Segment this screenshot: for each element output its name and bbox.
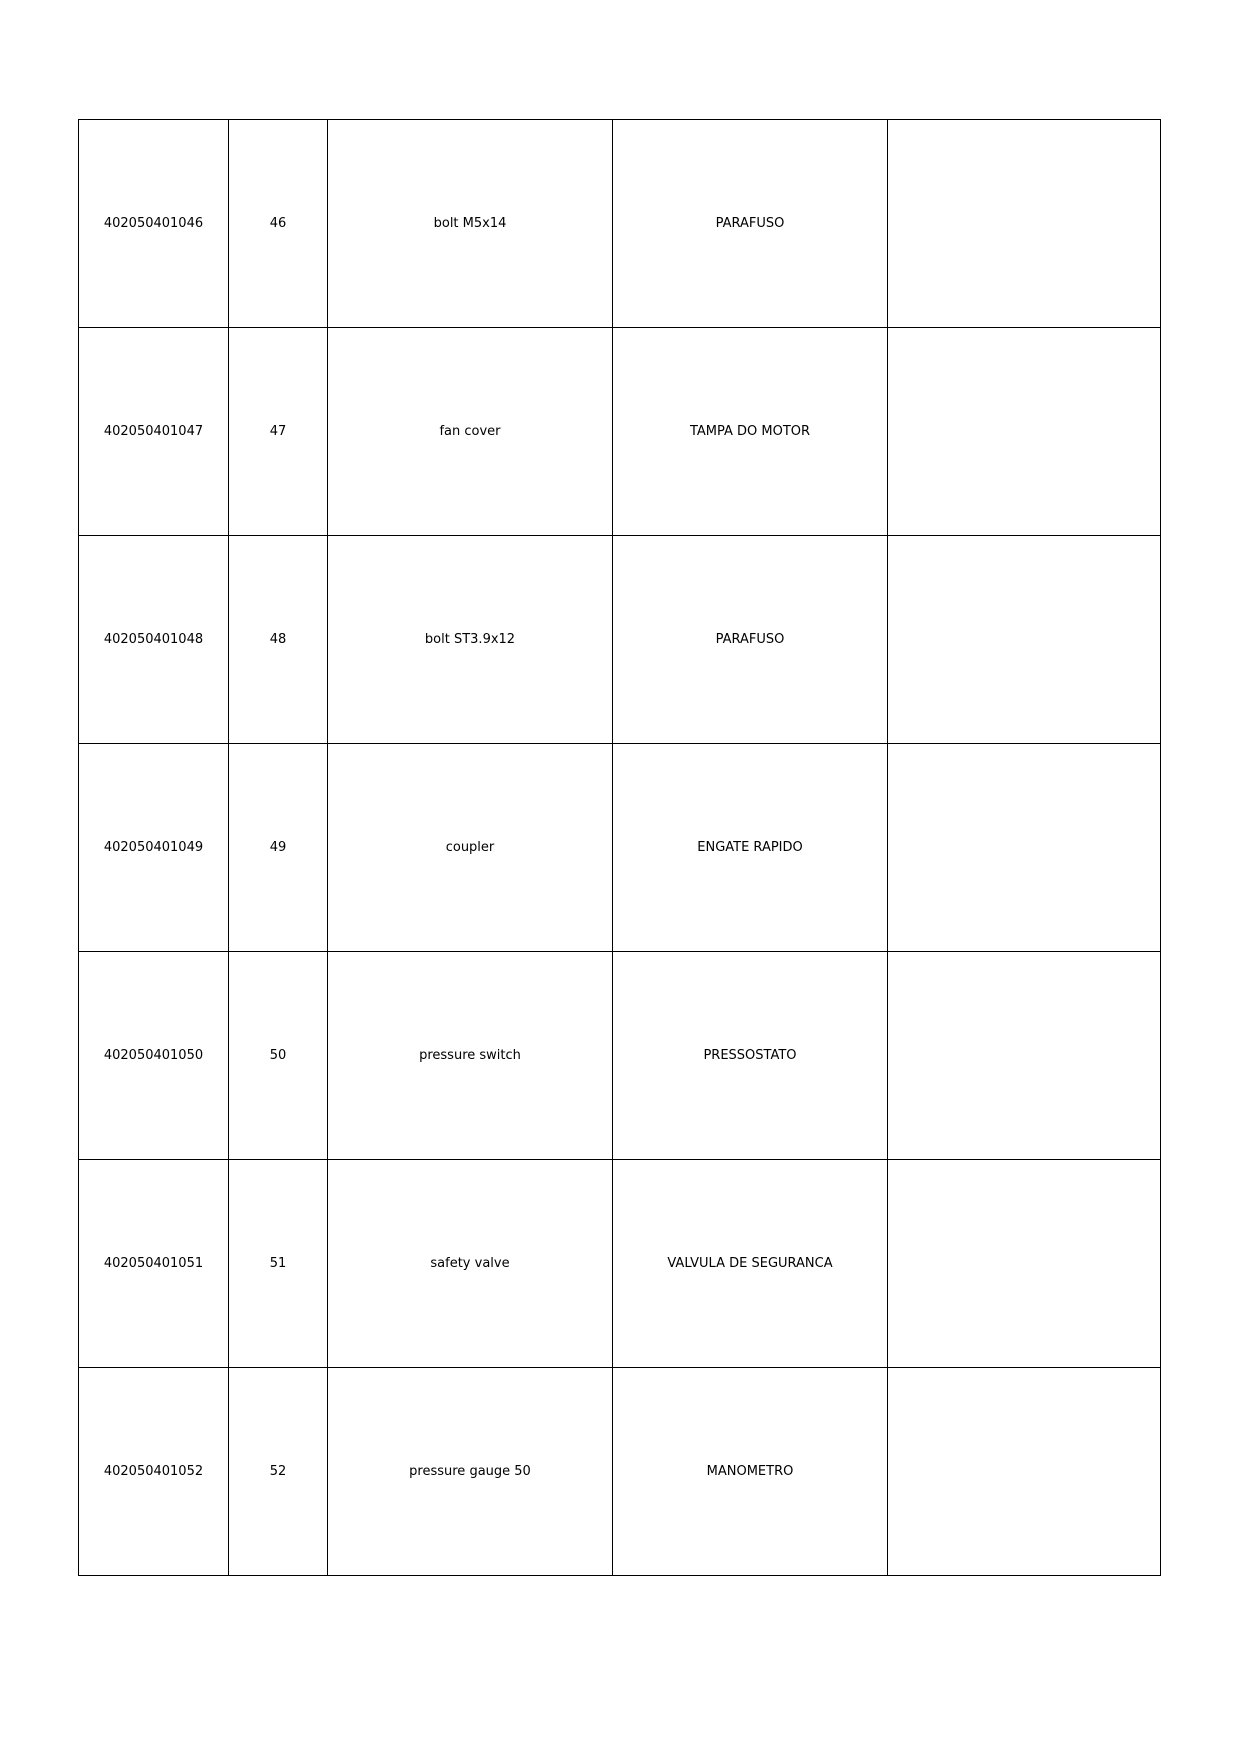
part-code-cell: 402050401049 <box>79 744 229 952</box>
position-cell: 49 <box>229 744 328 952</box>
part-name-pt-cell: MANOMETRO <box>613 1368 888 1576</box>
part-name-pt-cell: VALVULA DE SEGURANCA <box>613 1160 888 1368</box>
table-row <box>79 120 1161 328</box>
position-cell: 46 <box>229 120 328 328</box>
position-cell: 51 <box>229 1160 328 1368</box>
part-code-cell: 402050401046 <box>79 120 229 328</box>
part-name-en-cell: bolt ST3.9x12 <box>328 536 613 744</box>
blank-cell <box>888 328 1161 536</box>
blank-cell <box>888 952 1161 1160</box>
blank-cell <box>888 536 1161 744</box>
part-code-cell: 402050401048 <box>79 536 229 744</box>
part-code-cell: 402050401047 <box>79 328 229 536</box>
position-cell: 52 <box>229 1368 328 1576</box>
position-cell: 50 <box>229 952 328 1160</box>
position-cell: 47 <box>229 328 328 536</box>
part-code-cell: 402050401052 <box>79 1368 229 1576</box>
part-name-pt-cell: PRESSOSTATO <box>613 952 888 1160</box>
blank-cell <box>888 1368 1161 1576</box>
part-code-cell: 402050401050 <box>79 952 229 1160</box>
position-cell: 48 <box>229 536 328 744</box>
parts-table <box>78 119 1161 1576</box>
part-name-en-cell: bolt M5x14 <box>328 120 613 328</box>
part-name-pt-cell: TAMPA DO MOTOR <box>613 328 888 536</box>
part-name-en-cell: coupler <box>328 744 613 952</box>
table-row <box>79 1368 1161 1576</box>
blank-cell <box>888 744 1161 952</box>
part-name-en-cell: pressure switch <box>328 952 613 1160</box>
part-name-en-cell: safety valve <box>328 1160 613 1368</box>
part-name-pt-cell: PARAFUSO <box>613 120 888 328</box>
blank-cell <box>888 120 1161 328</box>
table-row <box>79 536 1161 744</box>
part-name-pt-cell: ENGATE RAPIDO <box>613 744 888 952</box>
table-row <box>79 744 1161 952</box>
table-row <box>79 1160 1161 1368</box>
part-code-cell: 402050401051 <box>79 1160 229 1368</box>
table-row <box>79 952 1161 1160</box>
part-name-en-cell: fan cover <box>328 328 613 536</box>
part-name-en-cell: pressure gauge 50 <box>328 1368 613 1576</box>
part-name-pt-cell: PARAFUSO <box>613 536 888 744</box>
blank-cell <box>888 1160 1161 1368</box>
table-row <box>79 328 1161 536</box>
